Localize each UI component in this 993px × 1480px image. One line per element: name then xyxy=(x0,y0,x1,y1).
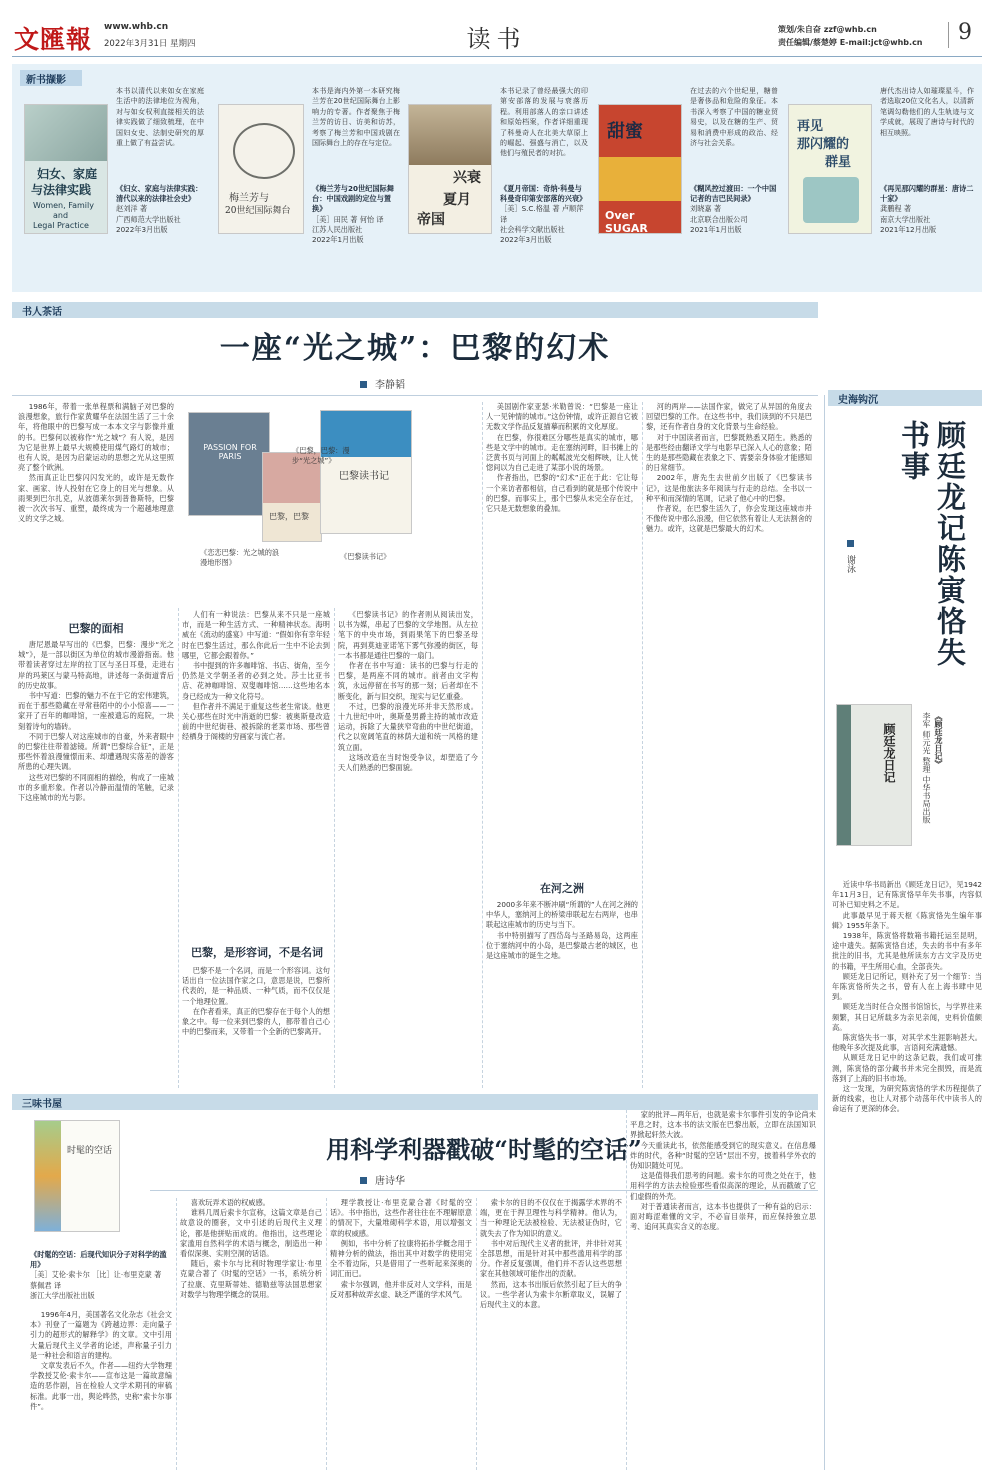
main-col5-p1: 河的两岸——法国作家，做完了从异国的角度去回望巴黎的工作。在这些书中，我们读到的不只是巴黎，还有作者自身的文化背景与生命经验。 xyxy=(646,402,812,432)
main-col3-p4: 这场改造在当时饱受争议，却塑造了今天人们熟悉的巴黎面貌。 xyxy=(338,752,478,773)
third-col-sep-4 xyxy=(626,1110,627,1470)
cover-en-1c: Legal Practice xyxy=(33,221,89,230)
main-col4-p2: 在巴黎，你很难区分哪些是真实的城市，哪些是文学中的城市。走在塞纳河畔，旧书摊上的泛黄书页与河面上的粼粼波光交相辉映，让人恍惚间以为自己走进了某部小说的场景。 xyxy=(486,432,638,473)
editor-credit-2: 责任编辑/蔡楚婷 E-mail:jct@whb.cn xyxy=(778,38,923,47)
third-col5-p1: 家的批评—两年后，也就是索卡尔事件引发的争论尚未平息之时，这本书的法文版在巴黎出版，立即在法国知识界掀起轩然大波。 xyxy=(630,1110,816,1140)
third-col4-p1: 索卡尔的目的不仅仅在于揭露学术界的不端，更在于捍卫理性与科学精神。他认为，当一种理论无法被检验、无法被证伪时，它就失去了作为知识的意义。 xyxy=(480,1198,622,1238)
third-col2-p3: 随后，索卡尔与比利时物理学家让·布里克蒙合著了《时髦的空话》一书，系统分析了拉康、克里斯蒂娃、德勒兹等法国思想家对数学与物理学概念的误用。 xyxy=(180,1259,322,1299)
side-section-tag-text: 史海钩沉 xyxy=(838,395,878,406)
masthead-rule xyxy=(12,56,982,57)
book-info-4 xyxy=(690,184,778,235)
main-col-sep-1 xyxy=(178,608,179,1088)
main-subhead-2: 巴黎，是形容词，不是名词 xyxy=(191,946,323,959)
issue-date: 2022年3月31日 星期四 xyxy=(104,39,196,49)
third-col-1 xyxy=(30,1310,172,1470)
book-blurb-1: 本书以清代以来如女在家庭生活中的法律地位为视角，对与如女权利直接相关的法律实践做了细致梳理，在中国妇女史、法制史研究的厚重上做了有益尝试。 xyxy=(116,87,204,148)
fig2-cover-text: 巴黎，巴黎 xyxy=(269,512,309,521)
book-author-4: 刘晓嘉 著 xyxy=(690,204,722,214)
book-author-5: 龚鹏程 著 xyxy=(880,204,912,214)
third-col-sep-1 xyxy=(176,1198,177,1470)
main-col-2b xyxy=(182,966,330,1088)
third-book-cover xyxy=(34,1120,120,1232)
main-col3-p2: 作者在书中写道：读书的巴黎与行走的巴黎，是两座不同的城市。前者由文字构筑，永远停留在书写的那一刻；后者却在不断变化，新与旧交织，现实与记忆重叠。 xyxy=(338,661,478,701)
book-author-3: ［美］S.C.格温 著 卢顺萍 译 xyxy=(500,204,584,224)
book-blurb-5: 唐代杰出诗人如璀璨星斗，作者选取20位文化名人，以清新笔调勾勒他们的人生轨迹与文学成就，展现了唐诗与时代的相互映照。 xyxy=(880,87,974,137)
side-p2: 此事最早见于蒋天枢《陈寅恪先生编年事辑》1955年条下。 xyxy=(832,910,982,930)
book-publisher-1: 广西师范大学出版社 xyxy=(116,214,181,224)
third-col3-p3: 索卡尔强调，他并非反对人文学科，而是反对那种故弄玄虚、缺乏严谨的学术风气。 xyxy=(330,1279,472,1299)
cover-en-1a: Women, Family xyxy=(33,201,94,210)
new-books-label xyxy=(20,70,82,86)
editor-credit-1: 策划/朱自奋 zzf@whb.cn xyxy=(778,25,877,34)
main-col1b-p4: 这些对巴黎的不同面相的描绘，构成了一座城市的多重形象。作者以冷静而温情的笔触，记录下这座城市的光与影。 xyxy=(18,772,174,803)
side-byline xyxy=(844,540,857,573)
main-col2b-p1: 巴黎不是一个名词，而是一个形容词。这句话出自一位法国作家之口，意思是说，巴黎所代表的，是一种品质、一种气质，而不仅仅是一个地理位置。 xyxy=(182,966,330,1006)
side-p4: 顾廷龙日记所记，则补充了另一个细节：当年陈寅恪所失之书，曾有人在上海书肆中见到。 xyxy=(832,971,982,1002)
third-book-art xyxy=(35,1121,61,1231)
main-col-sep-2 xyxy=(334,608,335,1088)
side-book-cover xyxy=(836,704,912,846)
main-col2-p1: 人们有一种说法：巴黎从来不只是一座城市，而是一种生活方式、一种精神状态。海明威在《流动的盛宴》中写道：“假如你有幸年轻时在巴黎生活过，那么你此后一生中不论去到哪里，它都会跟着你。” xyxy=(182,610,330,660)
main-col1-p2: 然而真正让巴黎闪闪发光的，或许是无数作家、画家、诗人投射在它身上的目光与想象。从雨果到巴尔扎克，从波德莱尔到普鲁斯特，巴黎被一次次书写、重塑，最终成为一个超越地理意义的文学之城。 xyxy=(18,473,174,524)
main-col5-p3: 2002年，唐先生去世前夕出版了《巴黎读书记》，这是他旅法多年阅读与行走的总结。全书以一种平和而深情的笔调，记录了他心中的巴黎。 xyxy=(646,473,812,503)
book-cover-1[interactable] xyxy=(24,104,108,234)
book-blurb-4: 在过去的六个世纪里，糖曾是奢侈品和危险的象征。本书深入考察了中国的糖业贸易史，以及在糖的生产、贸易和消费中形成的政治、经济与社会关系。 xyxy=(690,87,778,148)
book-blurb-2: 本书是海内外第一本研究梅兰芳在20世纪国际舞台上影响力的专著。作者聚焦于梅兰芳的访日、访美和访苏，考察了梅兰芳和中国戏剧在国际舞台上的存在与定位。 xyxy=(312,87,400,148)
side-p6: 陈寅恪失书一事，对其学术生涯影响甚大。他晚年多次提及此事，言语间充满遗憾。 xyxy=(832,1033,982,1053)
main-col4-p3: 作者指出，巴黎的“幻术”正在于此：它让每一个来访者都相信，自己看到的就是那个传说中的巴黎。而事实上，那个巴黎从未完全存在过，它只是无数想象的叠加。 xyxy=(486,473,638,514)
main-headline: 一座“光之城”：巴黎的幻术 xyxy=(219,331,611,366)
book-title-5[interactable]: 《再见那闪耀的群星：唐诗二十家》 xyxy=(880,184,974,204)
third-col4-p3: 然而，这本书出版后依然引起了巨大的争议。一些学者认为索卡尔断章取义，误解了后现代主义的本意。 xyxy=(480,1279,622,1310)
side-book-cover-title: 顾廷龙日记 xyxy=(882,723,896,783)
main-col-sep-3 xyxy=(482,402,483,1088)
cover-art-3 xyxy=(409,105,492,165)
main-col5-p4: 作者说，在巴黎生活久了，你会发现这座城市并不像传说中那么浪漫，但它依然有着让人无法割舍的魅力。或许，这就是巴黎最大的幻术。 xyxy=(646,504,812,534)
book-cover-5[interactable] xyxy=(788,104,872,234)
fig3-caption: 《巴黎读书记》 xyxy=(340,552,391,561)
main-col4-p1: 美国剧作家亚瑟·米勒曾说：“巴黎是一座让人一见钟情的城市。”这份钟情，或许正源自它被无数文学作品反复描摹而积累的文化厚度。 xyxy=(486,402,638,432)
book-author-2: ［美］田民 著 何怡 译 xyxy=(312,214,384,224)
book-blurb-3: 本书记录了曾经最强大的印第安部落的发展与衰落历程。利用部落人的亲口讲述和原始档案，作者详细重现了科曼奇人在北美大草原上的崛起、强盛与消亡，以及他们与殖民者的对抗。 xyxy=(500,87,588,158)
cover-title-1b: 与法律实践 xyxy=(31,183,92,197)
book-date-2: 2022年1月出版 xyxy=(312,235,364,245)
book-publisher-5: 南京大学出版社 xyxy=(880,214,931,224)
third-col5-p3: 这是值得我们思考的问题。索卡尔的可贵之处在于，他用科学的方法去检验那些看似高深的理论，从而戳破了它们虚假的外壳。 xyxy=(630,1171,816,1201)
main-col3-p1: 《巴黎读书记》的作者则从阅读出发，以书为媒，串起了巴黎的文学地图。从左拉笔下的中央市场，到雨果笔下的巴黎圣母院，再到莫迪亚诺笔下雾气弥漫的街区，每一本书都是通往巴黎的一扇门。 xyxy=(338,610,478,660)
newspaper-logo: 文匯報 xyxy=(14,25,93,54)
main-col-4b xyxy=(486,900,638,1088)
page-section-title: 读书 xyxy=(466,25,527,53)
third-col-5 xyxy=(630,1110,816,1470)
site-url[interactable]: www.whb.cn xyxy=(104,22,169,32)
book-date-3: 2022年3月出版 xyxy=(500,235,552,245)
third-col-3 xyxy=(330,1198,472,1470)
main-col-1 xyxy=(18,402,174,616)
cover-art-5 xyxy=(803,177,859,223)
third-col3-p2: 例如，书中分析了拉康将拓扑学概念用于精神分析的做法，指出其中对数学的使用完全不着边际，只是借用了一些听起来深奥的词汇而已。 xyxy=(330,1238,472,1279)
book-date-1: 2022年3月出版 xyxy=(116,224,168,234)
side-author[interactable]: 谢泳 xyxy=(845,555,855,573)
book-date-5: 2021年12月出版 xyxy=(880,224,937,234)
fig2-caption: 《巴黎，巴黎：漫步“光之城”》 xyxy=(292,446,350,466)
cover-art-4 xyxy=(599,157,682,201)
third-byline xyxy=(360,1172,405,1187)
third-col5-p4: 对于普通读者而言，这本书也提供了一种有益的启示：面对晦涩难懂的文字，不必盲目崇拜，而应保持独立思考、追问其真实含义的态度。 xyxy=(630,1201,816,1232)
main-col1b-p3: 不同于巴黎人对这座城市的自豪，外来者眼中的巴黎往往带着滤镜。所谓“巴黎综合征”，正是那些怀着浪漫憧憬而来、却遭遇现实落差的游客所患的心理失调。 xyxy=(18,731,174,772)
fig1-cover xyxy=(188,412,270,516)
third-col3-p1: 理学教授让·布里克蒙合著《时髦的空话》。书中指出，这些作者往往在不理解原意的情况下，大量堆砌科学术语，用以增强文章的权威感。 xyxy=(330,1198,472,1238)
main-col1-p1: 1986年，带着一张单程票和满脑子对巴黎的浪漫想象，旅行作家黄耀华在法国生活了三十余年，将他眼中的巴黎写成一本本文字与影像并重的书。巴黎何以被称作“光之城”？有人说，是因为它是世界上最早大规模使用煤气路灯的城市；也有人说，是因为启蒙运动的思想之光从这里照亮了整个欧洲。 xyxy=(18,402,174,473)
cover-title-3a: 帝国 xyxy=(417,212,445,228)
cover-art-1 xyxy=(25,105,108,161)
main-col2-p2: 书中提到的许多咖啡馆、书店、街角，至今仍然是文学朝圣者的必到之处。莎士比亚书店、花神咖啡馆、双叟咖啡馆……这些地名本身已经成为一种文化符号。 xyxy=(182,661,330,701)
third-col2-p1: 喜欢玩弄术语的权威感。 xyxy=(190,1198,270,1207)
book-title-1[interactable]: 《妇女、家庭与法律实践：清代以来的法律社会史》 xyxy=(116,184,203,204)
main-col5-p2: 对于中国读者而言，巴黎既熟悉又陌生。熟悉的是那些经由翻译文学与电影早已深入人心的意象；陌生的是那些隐藏在表象之下、需要亲身体验才能感知的日常细节。 xyxy=(646,432,812,473)
third-headline: 用科学利器戳破“时髦的空话” xyxy=(326,1135,642,1164)
side-book-caption-info: 李军 师元光 整理 中华书局出版 xyxy=(922,712,931,824)
cover-title-5a: 再见 xyxy=(797,119,824,134)
main-col-1b xyxy=(18,640,174,1088)
main-col2-p3: 但作者并不满足于重复这些老生常谈。他更关心那些在时光中消逝的巴黎：被奥斯曼改造前的中世纪街巷、被拆除的老菜市场、那些曾经栖身于阁楼的穷画家与流亡者。 xyxy=(182,701,330,742)
new-books-label-text: 新书撷影 xyxy=(26,75,66,86)
main-col4b-p2: 书中特别描写了西岱岛与圣路易岛，这两座位于塞纳河中的小岛，是巴黎最古老的城区，也是这座城市的诞生之地。 xyxy=(486,930,638,961)
cover-title-4a: 甜蜜 xyxy=(607,121,643,142)
main-col-3 xyxy=(338,610,478,1088)
cover-title-3b: 夏月 xyxy=(443,192,471,208)
main-subhead-1: 巴黎的面相 xyxy=(68,622,124,635)
third-book-info: ［美］艾伦·索卡尔 ［比］让·布里克蒙 著 蔡佩君 译 xyxy=(30,1270,162,1290)
side-section-tag xyxy=(828,390,982,406)
book-publisher-2: 江苏人民出版社 xyxy=(312,224,363,234)
book-cover-4[interactable] xyxy=(598,104,682,234)
third-col1-p2: 文章发表后不久，作者——纽约大学物理学教授艾伦·索卡尔——宣布这是一篇故意编造的恶作剧，旨在检验人文学术期刊的审稿标准。此事一出，舆论哗然，史称“索卡尔事件”。 xyxy=(30,1361,172,1411)
main-col-sep-4 xyxy=(642,402,643,1088)
side-book-caption-title: 《顾廷龙日记》 xyxy=(934,712,943,768)
main-subhead-3: 在河之洲 xyxy=(540,882,584,895)
main-col3-p3: 不过，巴黎的浪漫光环并非天然形成。十九世纪中叶，奥斯曼男爵主持的城市改造运动，拆除了大量狭窄弯曲的中世纪街道，代之以宽阔笔直的林荫大道和统一风格的建筑立面。 xyxy=(338,701,478,752)
main-section-tag-text: 书人茶话 xyxy=(22,307,62,318)
fig3-cover-text: 巴黎读书记 xyxy=(339,471,389,482)
third-col2-p2: 谁料几周后索卡尔宣称，这篇文章是自己故意设的圈套，文中引述的后现代主义理论，都是他拼贴而成的。他指出，这些理论家滥用自然科学的术语与概念，制造出一种看似深奥、实则空洞的话语。 xyxy=(180,1208,322,1259)
fig1-cover-text: PASSION FOR PARIS xyxy=(203,443,257,461)
side-body xyxy=(832,880,982,1470)
book-info-5 xyxy=(880,184,974,235)
page-number: 9 xyxy=(958,20,972,45)
main-col1b-p1: 唐尼恩最早写出的《巴黎，巴黎：漫步“光之城”》，是一部以街区为单位的城市漫游指南。他带着读者穿过左岸的拉丁区与圣日耳曼，走进右岸的玛莱区与蒙马特高地，讲述每一条街道背后的历史故事。 xyxy=(18,640,174,690)
main-col-2 xyxy=(182,610,330,926)
third-col-sep-3 xyxy=(476,1198,477,1470)
third-book-caption: 《时髦的空话：后现代知识分子对科学的滥用》 xyxy=(30,1250,167,1270)
book-cover-3[interactable] xyxy=(408,104,492,234)
third-col-2 xyxy=(180,1198,322,1470)
main-col1b-p2: 书中写道：巴黎的魅力不在于它的宏伟建筑，而在于那些隐藏在寻常巷陌中的小小惊喜——一家开了百年的咖啡馆，一座被遗忘的庭院，一块刻着诗句的墙砖。 xyxy=(18,691,174,731)
side-headline: 顾廷龙记陈寅恪失书事 xyxy=(897,420,967,668)
book-author-1: 赵刘洋 著 xyxy=(116,204,148,214)
cover-art-2 xyxy=(233,123,295,179)
side-p1: 近读中华书局新出《顾廷龙日记》，见1942年11月3日，记有陈寅恪早年失书事，内容似可补已知史料之不足。 xyxy=(832,880,982,910)
book-cover-2[interactable] xyxy=(218,104,304,234)
fig1-caption: 《恋恋巴黎：光之城的浪漫地形图》 xyxy=(200,548,280,568)
book-title-2[interactable]: 《梅兰芳与20世纪国际舞台：中国戏剧的定位与置换》 xyxy=(312,184,394,214)
book-publisher-3: 社会科学文献出版社 xyxy=(500,224,565,234)
third-book-caption-block xyxy=(30,1250,170,1301)
main-col2b-p2: 在作者看来，真正的巴黎存在于每个人的想象之中。每一位来到巴黎的人，都带着自己心中的巴黎而来，又带着一个全新的巴黎离开。 xyxy=(182,1006,330,1037)
fig3-cover xyxy=(320,410,412,534)
third-book-cover-title: 时髦的空话 xyxy=(67,1146,113,1156)
main-byline-rule xyxy=(12,395,818,396)
side-p5: 顾廷龙当时任合众图书馆馆长，与学界往来频繁，其日记所载多为亲见亲闻，史料价值颇高。 xyxy=(832,1002,982,1032)
book-date-4: 2021年1月出版 xyxy=(690,224,742,234)
book-info-2 xyxy=(312,184,400,245)
main-byline xyxy=(360,376,405,391)
third-section-tag xyxy=(12,1094,818,1110)
third-book-publisher: 浙江大学出版社出版 xyxy=(30,1290,95,1300)
book-publisher-4: 北京联合出版公司 xyxy=(690,214,748,224)
main-section-tag xyxy=(12,302,818,318)
third-col1-p1: 1996年4月，美国著名文化杂志《社会文本》刊登了一篇题为《跨越边界：走向量子引力的超形式的解释学》的文章。文中引用大量后现代主义学者的论述，声称量子引力是一种社会和语言的建构。 xyxy=(30,1310,172,1360)
side-article-divider xyxy=(824,395,825,1470)
cover-title-3c: 兴衰 xyxy=(453,170,481,186)
cover-title-5b: 那闪耀的 xyxy=(797,137,850,152)
main-col-4 xyxy=(486,402,638,874)
third-col4-p2: 书中对后现代主义者的批评，并非针对其全部思想，而是针对其中那些滥用科学的部分。作者反复强调，他们并不否认这些思想家在其他领域可能作出的贡献。 xyxy=(480,1238,622,1279)
side-book-spine xyxy=(837,705,851,845)
cover-title-5c: 群星 xyxy=(825,155,852,170)
cover-title-2a: 梅兰芳与 xyxy=(229,193,269,204)
main-author[interactable]: 李静韬 xyxy=(375,380,405,391)
main-col-5 xyxy=(646,402,812,1088)
third-byline-marker xyxy=(360,1177,367,1184)
side-p8: 这一发现，为研究陈寅恪的学术历程提供了新的线索，也让人对那个动荡年代中读书人的命运有了更深的体会。 xyxy=(832,1084,982,1114)
main-col4b-p1: 2000多年来不断冲刷“所谓的”人在河之洲的中华人，塞纳河上的桥梁串联起左右两岸，也串联起这座城市的历史与当下。 xyxy=(486,900,638,930)
side-book-caption xyxy=(920,712,944,862)
third-section-tag-text: 三味书屋 xyxy=(22,1099,62,1110)
book-info-3 xyxy=(500,184,588,245)
side-p3: 1938年，陈寅恪将数箱书籍托运至昆明，途中遗失。据陈寅恪自述，失去的书中有多年批注的旧书，尤其是他所读东方古文字及历史的书籍，平生所用心血，全部丧失。 xyxy=(832,931,982,971)
book-info-1 xyxy=(116,184,204,235)
book-title-4[interactable]: 《糊风控过渡田：一个中国记者的吉巴民间录》 xyxy=(690,184,777,204)
third-author[interactable]: 唐诗华 xyxy=(375,1176,405,1187)
cover-en-1b: and xyxy=(53,211,69,220)
cover-title-4b: Over SUGAR xyxy=(605,209,648,234)
third-col-sep-2 xyxy=(326,1198,327,1470)
book-title-3[interactable]: 《夏月帝国：奇纳·科曼与科曼奇印第安部落的兴衰》 xyxy=(500,184,587,204)
cover-title-1a: 妇女、家庭 xyxy=(37,167,98,181)
side-p7: 从顾廷龙日记中的这条记载，我们或可推测，陈寅恪的部分藏书并未完全损毁，而是流落到了上海的旧书市场。 xyxy=(832,1053,982,1083)
third-col-4 xyxy=(480,1198,622,1470)
masthead-divider xyxy=(948,22,949,48)
byline-marker xyxy=(360,381,367,388)
cover-title-2b: 20世纪国际舞台 xyxy=(225,206,291,216)
side-byline-marker xyxy=(847,540,854,547)
third-col5-p2: 今天重读此书，依然能感受到它的现实意义。在信息爆炸的时代，各种“时髦的空话”层出不穷，披着科学外衣的伪知识随处可见。 xyxy=(630,1140,816,1171)
